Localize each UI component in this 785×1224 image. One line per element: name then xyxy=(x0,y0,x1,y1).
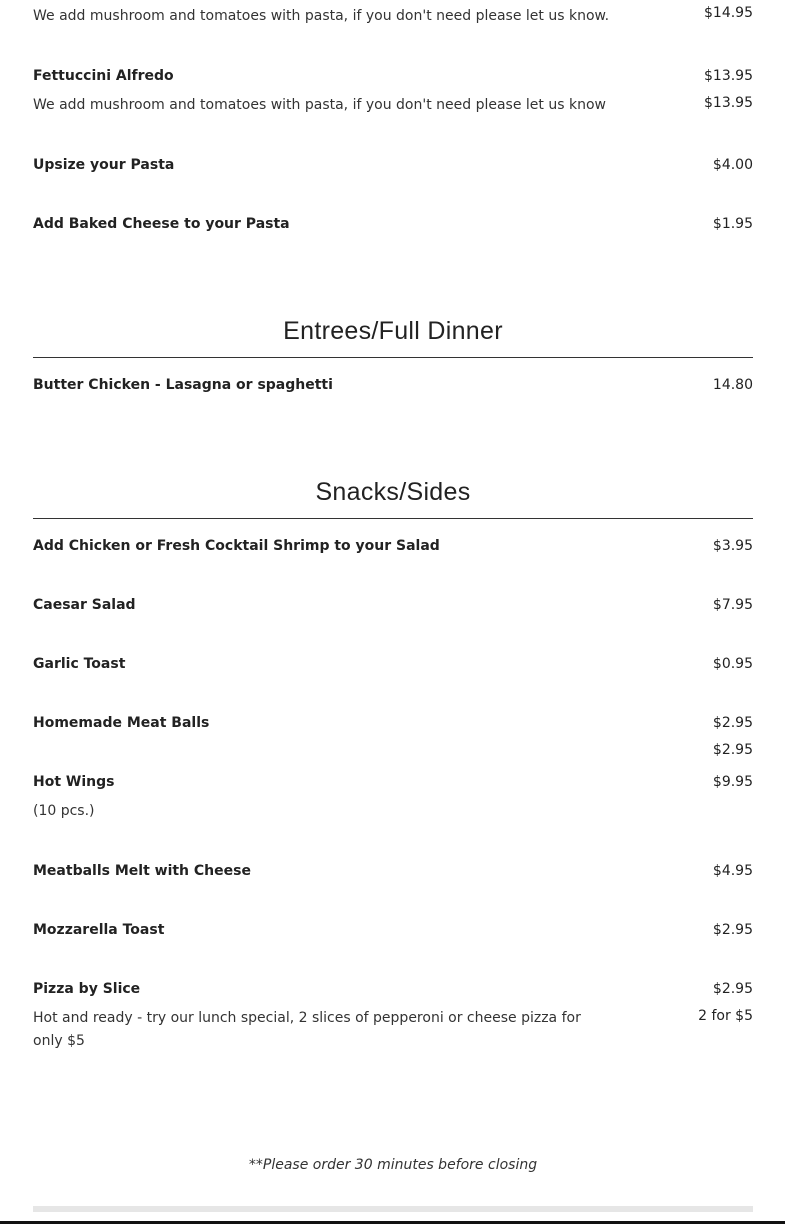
menu-item-price: $2.95 xyxy=(712,715,753,731)
note-text: Please order 30 minutes before closing xyxy=(262,1157,538,1173)
menu-item-price-secondary: 2 for $5 xyxy=(698,1008,753,1024)
menu-item-price: $13.95 xyxy=(704,68,753,84)
menu-item-name: Meatballs Melt with Cheese xyxy=(33,863,251,879)
menu-item-name: Mozzarella Toast xyxy=(33,922,165,938)
menu-item-price: $4.00 xyxy=(712,157,753,173)
section-title: Snacks/Sides xyxy=(315,478,471,506)
menu-item-description: Hot and ready - try our lunch special, 2 slices of pepperoni or cheese pizza for only $5 xyxy=(33,1010,581,1049)
section-title: Entrees/Full Dinner xyxy=(283,317,503,345)
menu-item-price: $1.95 xyxy=(712,216,753,232)
menu-item-name: Upsize your Pasta xyxy=(33,157,175,173)
menu-item-price: $7.95 xyxy=(712,597,753,613)
menu-item-price-secondary: $2.95 xyxy=(712,742,753,758)
menu-item-price: $9.95 xyxy=(712,774,753,790)
menu-item-price: $14.95 xyxy=(704,5,753,21)
menu-item-description: (10 pcs.) xyxy=(33,803,95,819)
menu-item-price: $3.95 xyxy=(712,538,753,554)
menu-item-description: We add mushroom and tomatoes with pasta, if you don't need please let us know. xyxy=(33,8,610,24)
section-divider xyxy=(33,357,753,358)
section-divider xyxy=(33,518,753,519)
menu-item-name: Homemade Meat Balls xyxy=(33,715,210,731)
footer-divider xyxy=(33,1206,753,1212)
menu-item-price: $4.95 xyxy=(712,863,753,879)
menu-item-name: Add Baked Cheese to your Pasta xyxy=(33,216,290,232)
menu-item-name: Garlic Toast xyxy=(33,656,126,672)
menu-item-name: Pizza by Slice xyxy=(33,981,141,997)
note-prefix: ** xyxy=(248,1157,263,1173)
menu-item-name: Fettuccini Alfredo xyxy=(33,68,174,84)
menu-item-name: Add Chicken or Fresh Cocktail Shrimp to your Salad xyxy=(33,538,440,554)
menu-item-price: $2.95 xyxy=(712,981,753,997)
menu-item-price-secondary: $13.95 xyxy=(704,95,753,111)
menu-item-description: We add mushroom and tomatoes with pasta, if you don't need please let us know xyxy=(33,97,606,113)
menu-item-price: 14.80 xyxy=(712,377,753,393)
closing-time-note xyxy=(33,1155,753,1175)
menu-item-name: Caesar Salad xyxy=(33,597,136,613)
menu-item-price: $0.95 xyxy=(712,656,753,672)
menu-item-price: $2.95 xyxy=(712,922,753,938)
menu-item-name: Butter Chicken - Lasagna or spaghetti xyxy=(33,377,333,393)
menu-item-name: Hot Wings xyxy=(33,774,115,790)
